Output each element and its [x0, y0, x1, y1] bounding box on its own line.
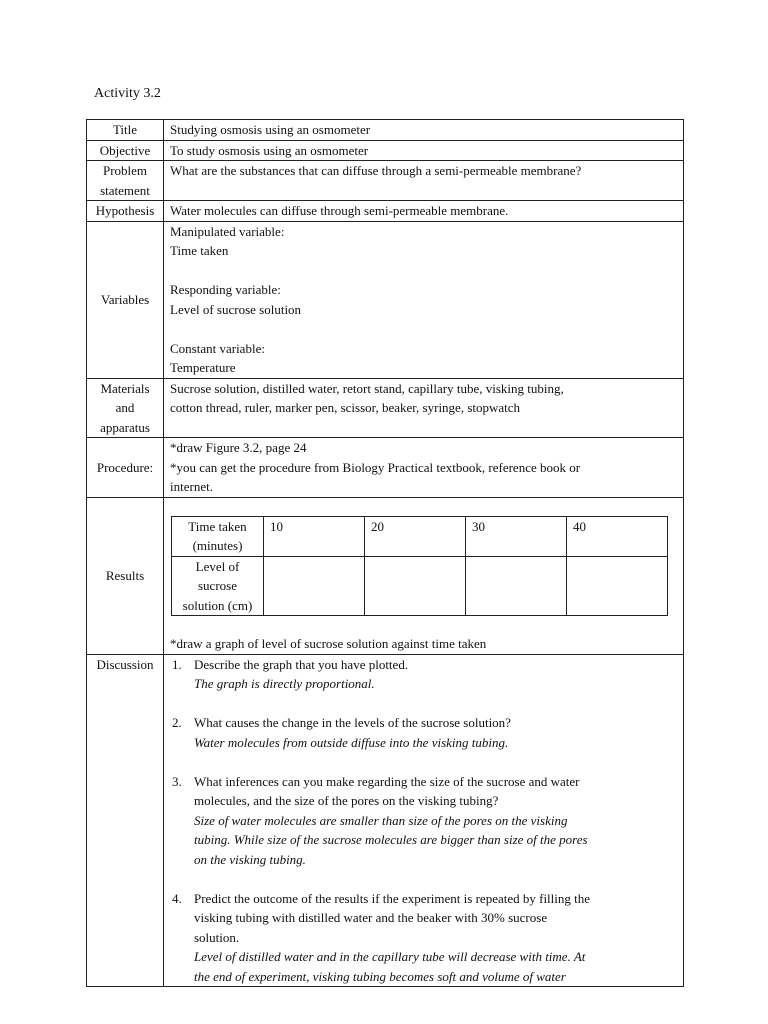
- question-text: molecules, and the size of the pores on the visking tubing?: [194, 793, 499, 808]
- variables-value: [164, 221, 684, 378]
- question-item: [170, 655, 677, 714]
- question-text: What causes the change in the levels of the sucrose solution?: [194, 715, 511, 730]
- question-item: [170, 889, 677, 987]
- title-row: [87, 120, 684, 141]
- question-item: [170, 772, 677, 889]
- question-item: [170, 713, 677, 772]
- activity-heading: Activity 3.2: [94, 86, 161, 101]
- procedure-row: [87, 438, 684, 498]
- materials-row: [87, 378, 684, 438]
- answer-text: Water molecules from outside diffuse into the visking tubing.: [194, 734, 509, 750]
- level-header: [172, 556, 264, 616]
- question-number: 1.: [172, 656, 182, 672]
- answer-text: Level of distilled water and in the capillary tube will decrease with time. At: [194, 949, 586, 964]
- answer-text: The graph is directly proportional.: [194, 676, 375, 691]
- level-cell[interactable]: [466, 556, 567, 616]
- spacer: [194, 752, 677, 772]
- materials-label-line2: and: [115, 400, 135, 415]
- question-text: visking tubing with distilled water and the beaker with 30% sucrose: [194, 910, 548, 925]
- problem-label-line1: Problem: [102, 163, 148, 178]
- procedure-label: Procedure:: [87, 438, 164, 498]
- results-table: [171, 516, 668, 617]
- materials-label: [87, 378, 164, 438]
- question-text: Predict the outcome of the results if the experiment is repeated by filling the: [194, 890, 591, 906]
- question-text: Describe the graph that you have plotted.: [194, 656, 409, 672]
- results-label: Results: [87, 497, 164, 654]
- manipulated-label: Manipulated variable:: [170, 223, 285, 239]
- variables-label: Variables: [87, 221, 164, 378]
- problem-label: [87, 161, 164, 201]
- spacer: [170, 261, 677, 281]
- materials-line1: Sucrose solution, distilled water, retort stand, capillary tube, visking tubing,: [170, 380, 564, 396]
- spacer: [170, 319, 677, 339]
- time-cell: 40: [567, 516, 668, 556]
- spacer: [194, 869, 677, 889]
- responding-label: Responding variable:: [170, 282, 281, 297]
- question-number: 3.: [172, 773, 182, 789]
- time-header-line2: (minutes): [192, 538, 243, 553]
- discussion-questions: [170, 655, 677, 987]
- discussion-row: [87, 654, 684, 987]
- level-header-line2: sucrose: [198, 578, 237, 593]
- title-label: Title: [87, 120, 164, 141]
- answer-text: Size of water molecules are smaller than size of the pores on the visking: [194, 812, 568, 828]
- spacer: [194, 694, 677, 714]
- time-cell: 20: [365, 516, 466, 556]
- answer-text: on the visking tubing.: [194, 851, 306, 867]
- level-header-line3: solution (cm): [182, 597, 253, 613]
- level-cell[interactable]: [567, 556, 668, 616]
- level-header-line1: Level of: [195, 558, 240, 574]
- responding-value: Level of sucrose solution: [170, 301, 302, 317]
- materials-label-line1: Materials: [100, 380, 150, 396]
- answer-text: the end of experiment, visking tubing becomes soft and volume of water: [194, 968, 566, 984]
- time-cell: 30: [466, 516, 567, 556]
- discussion-label: Discussion: [87, 654, 164, 987]
- title-value: Studying osmosis using an osmometer: [164, 120, 684, 141]
- level-cell[interactable]: [365, 556, 466, 616]
- results-level-row: [172, 556, 668, 616]
- hypothesis-label: Hypothesis: [87, 201, 164, 222]
- procedure-value: [164, 438, 684, 498]
- objective-row: [87, 140, 684, 161]
- procedure-line3: internet.: [170, 479, 213, 494]
- answer-text: tubing. While size of the sucrose molecules are bigger than size of the pores: [194, 832, 588, 847]
- graph-note: *draw a graph of level of sucrose solution against time taken: [170, 636, 487, 651]
- materials-value: [164, 378, 684, 438]
- results-value: [164, 497, 684, 654]
- constant-label: Constant variable:: [170, 340, 265, 356]
- question-text: solution.: [194, 929, 240, 945]
- problem-row: [87, 161, 684, 201]
- hypothesis-value: Water molecules can diffuse through semi-permeable membrane.: [164, 201, 684, 222]
- time-header: [172, 516, 264, 556]
- discussion-value: [164, 654, 684, 987]
- hypothesis-row: [87, 201, 684, 222]
- level-cell[interactable]: [264, 556, 365, 616]
- materials-label-line3: apparatus: [100, 419, 150, 435]
- manipulated-value: Time taken: [170, 243, 229, 258]
- problem-label-line2: statement: [100, 182, 150, 198]
- question-number: 2.: [172, 715, 182, 730]
- objective-label: Objective: [87, 140, 164, 161]
- time-cell: 10: [264, 516, 365, 556]
- activity-table: [86, 119, 684, 987]
- results-time-row: [172, 516, 668, 556]
- question-text: What inferences can you make regarding the size of the sucrose and water: [194, 773, 580, 789]
- problem-value: What are the substances that can diffuse through a semi-permeable membrane?: [164, 161, 684, 201]
- procedure-line2: *you can get the procedure from Biology Practical textbook, reference book or: [170, 459, 581, 475]
- materials-line2: cotton thread, ruler, marker pen, scissor, beaker, syringe, stopwatch: [170, 400, 521, 415]
- procedure-line1: *draw Figure 3.2, page 24: [170, 440, 307, 455]
- variables-row: [87, 221, 684, 378]
- objective-value: To study osmosis using an osmometer: [164, 140, 684, 161]
- constant-value: Temperature: [170, 360, 236, 375]
- question-number: 4.: [172, 890, 182, 906]
- time-header-line1: Time taken: [188, 518, 247, 534]
- results-row: [87, 497, 684, 654]
